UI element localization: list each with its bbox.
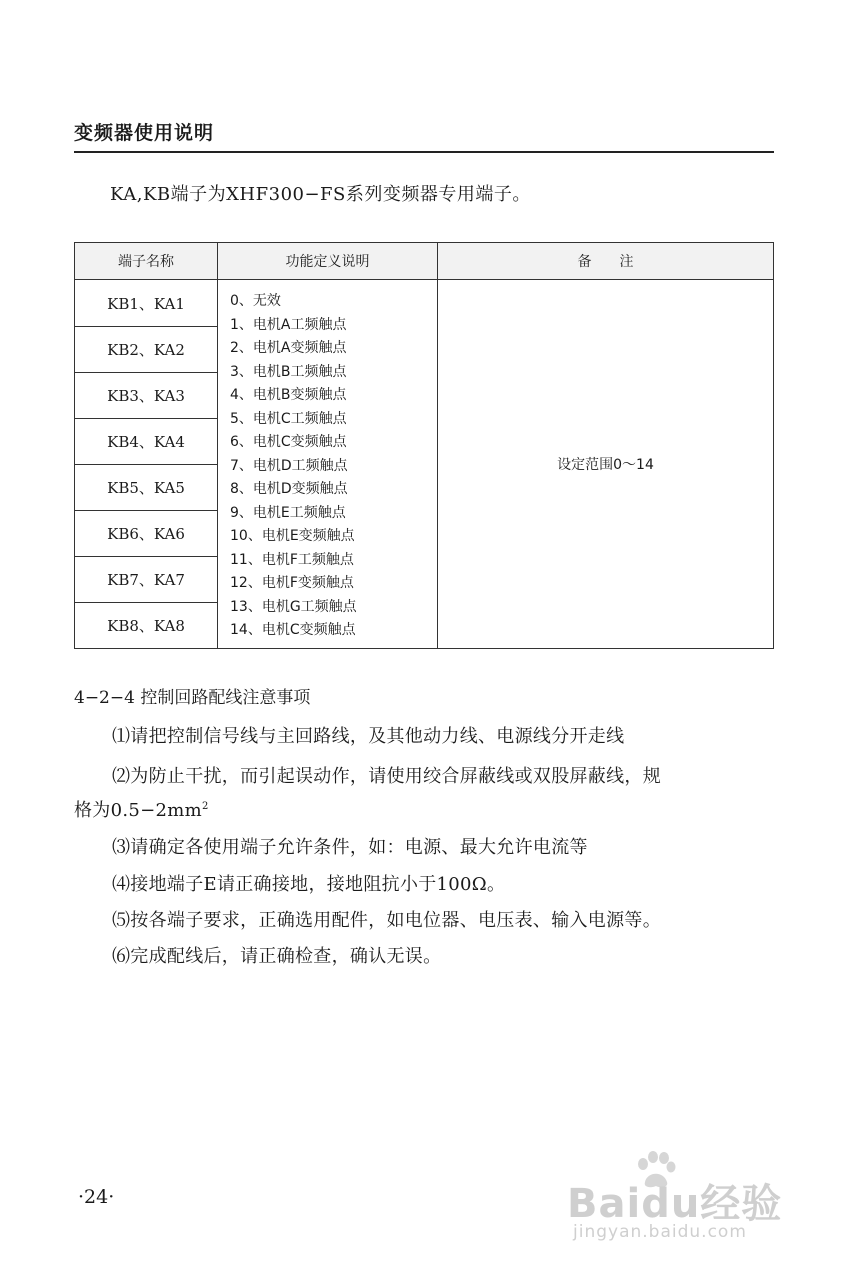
terminal-cell: KB5、KA5 (75, 465, 218, 511)
terminal-spec-table (74, 242, 774, 649)
watermark-logo-text: Baidu经验 (567, 1181, 783, 1227)
function-item: 9、电机E工频触点 (230, 504, 346, 521)
intro-paragraph: KA,KB端子为XHF300−FS系列变频器专用端子。 (110, 184, 531, 205)
header-divider (74, 151, 774, 153)
superscript-two: 2 (202, 801, 209, 812)
paragraph-2-line-1: ⑵为防止干扰，而引起误动作，请使用绞合屏蔽线或双股屏蔽线，规 (112, 766, 661, 787)
function-item: 11、电机F工频触点 (230, 551, 354, 568)
function-item: 13、电机G工频触点 (230, 598, 357, 615)
function-item: 1、电机A工频触点 (230, 316, 347, 333)
paragraph-4: ⑷接地端子E请正确接地，接地阻抗小于100Ω。 (112, 874, 506, 895)
terminal-cell: KB6、KA6 (75, 511, 218, 557)
function-item: 8、电机D变频触点 (230, 481, 348, 497)
function-item: 5、电机C工频触点 (230, 410, 347, 427)
terminal-cell: KB2、KA2 (75, 327, 218, 373)
function-item: 0、无效 (230, 293, 281, 309)
watermark-url: jingyan.baidu.com (573, 1222, 747, 1242)
function-item: 3、电机B工频触点 (230, 363, 347, 380)
function-item: 12、电机F变频触点 (230, 575, 354, 591)
section-heading: 4−2−4 控制回路配线注意事项 (74, 688, 311, 708)
paragraph-3: ⑶请确定各使用端子允许条件，如：电源、最大允许电流等 (112, 837, 588, 858)
remark-cell: 设定范围0～14 (438, 280, 774, 649)
paragraph-2-line-2 (74, 796, 209, 822)
function-item: 7、电机D工频触点 (230, 457, 348, 474)
table-header-function: 功能定义说明 (218, 243, 438, 280)
table-header-terminal: 端子名称 (75, 243, 218, 280)
function-item: 14、电机C变频触点 (230, 622, 356, 638)
paragraph-5: ⑸按各端子要求，正确选用配件，如电位器、电压表、输入电源等。 (112, 910, 661, 931)
table-header-remark: 备 注 (438, 243, 774, 280)
baidu-watermark (567, 1150, 797, 1250)
paragraph-6: ⑹完成配线后，请正确检查，确认无误。 (112, 946, 442, 967)
terminal-cell: KB3、KA3 (75, 373, 218, 419)
function-list (218, 280, 438, 649)
terminal-cell: KB1、KA1 (75, 280, 218, 327)
function-item: 6、电机C变频触点 (230, 434, 347, 450)
paragraph-1: ⑴请把控制信号线与主回路线，及其他动力线、电源线分开走线 (112, 726, 625, 747)
function-item: 10、电机E变频触点 (230, 528, 355, 544)
wire-spec-text: 格为0.5−2mm (74, 800, 202, 821)
page-number: ·24· (78, 1186, 115, 1208)
page-header-title: 变频器使用说明 (74, 122, 215, 144)
function-item: 2、电机A变频触点 (230, 340, 347, 356)
terminal-cell: KB8、KA8 (75, 603, 218, 649)
function-item: 4、电机B变频触点 (230, 387, 347, 403)
terminal-cell: KB4、KA4 (75, 419, 218, 465)
terminal-cell: KB7、KA7 (75, 557, 218, 603)
